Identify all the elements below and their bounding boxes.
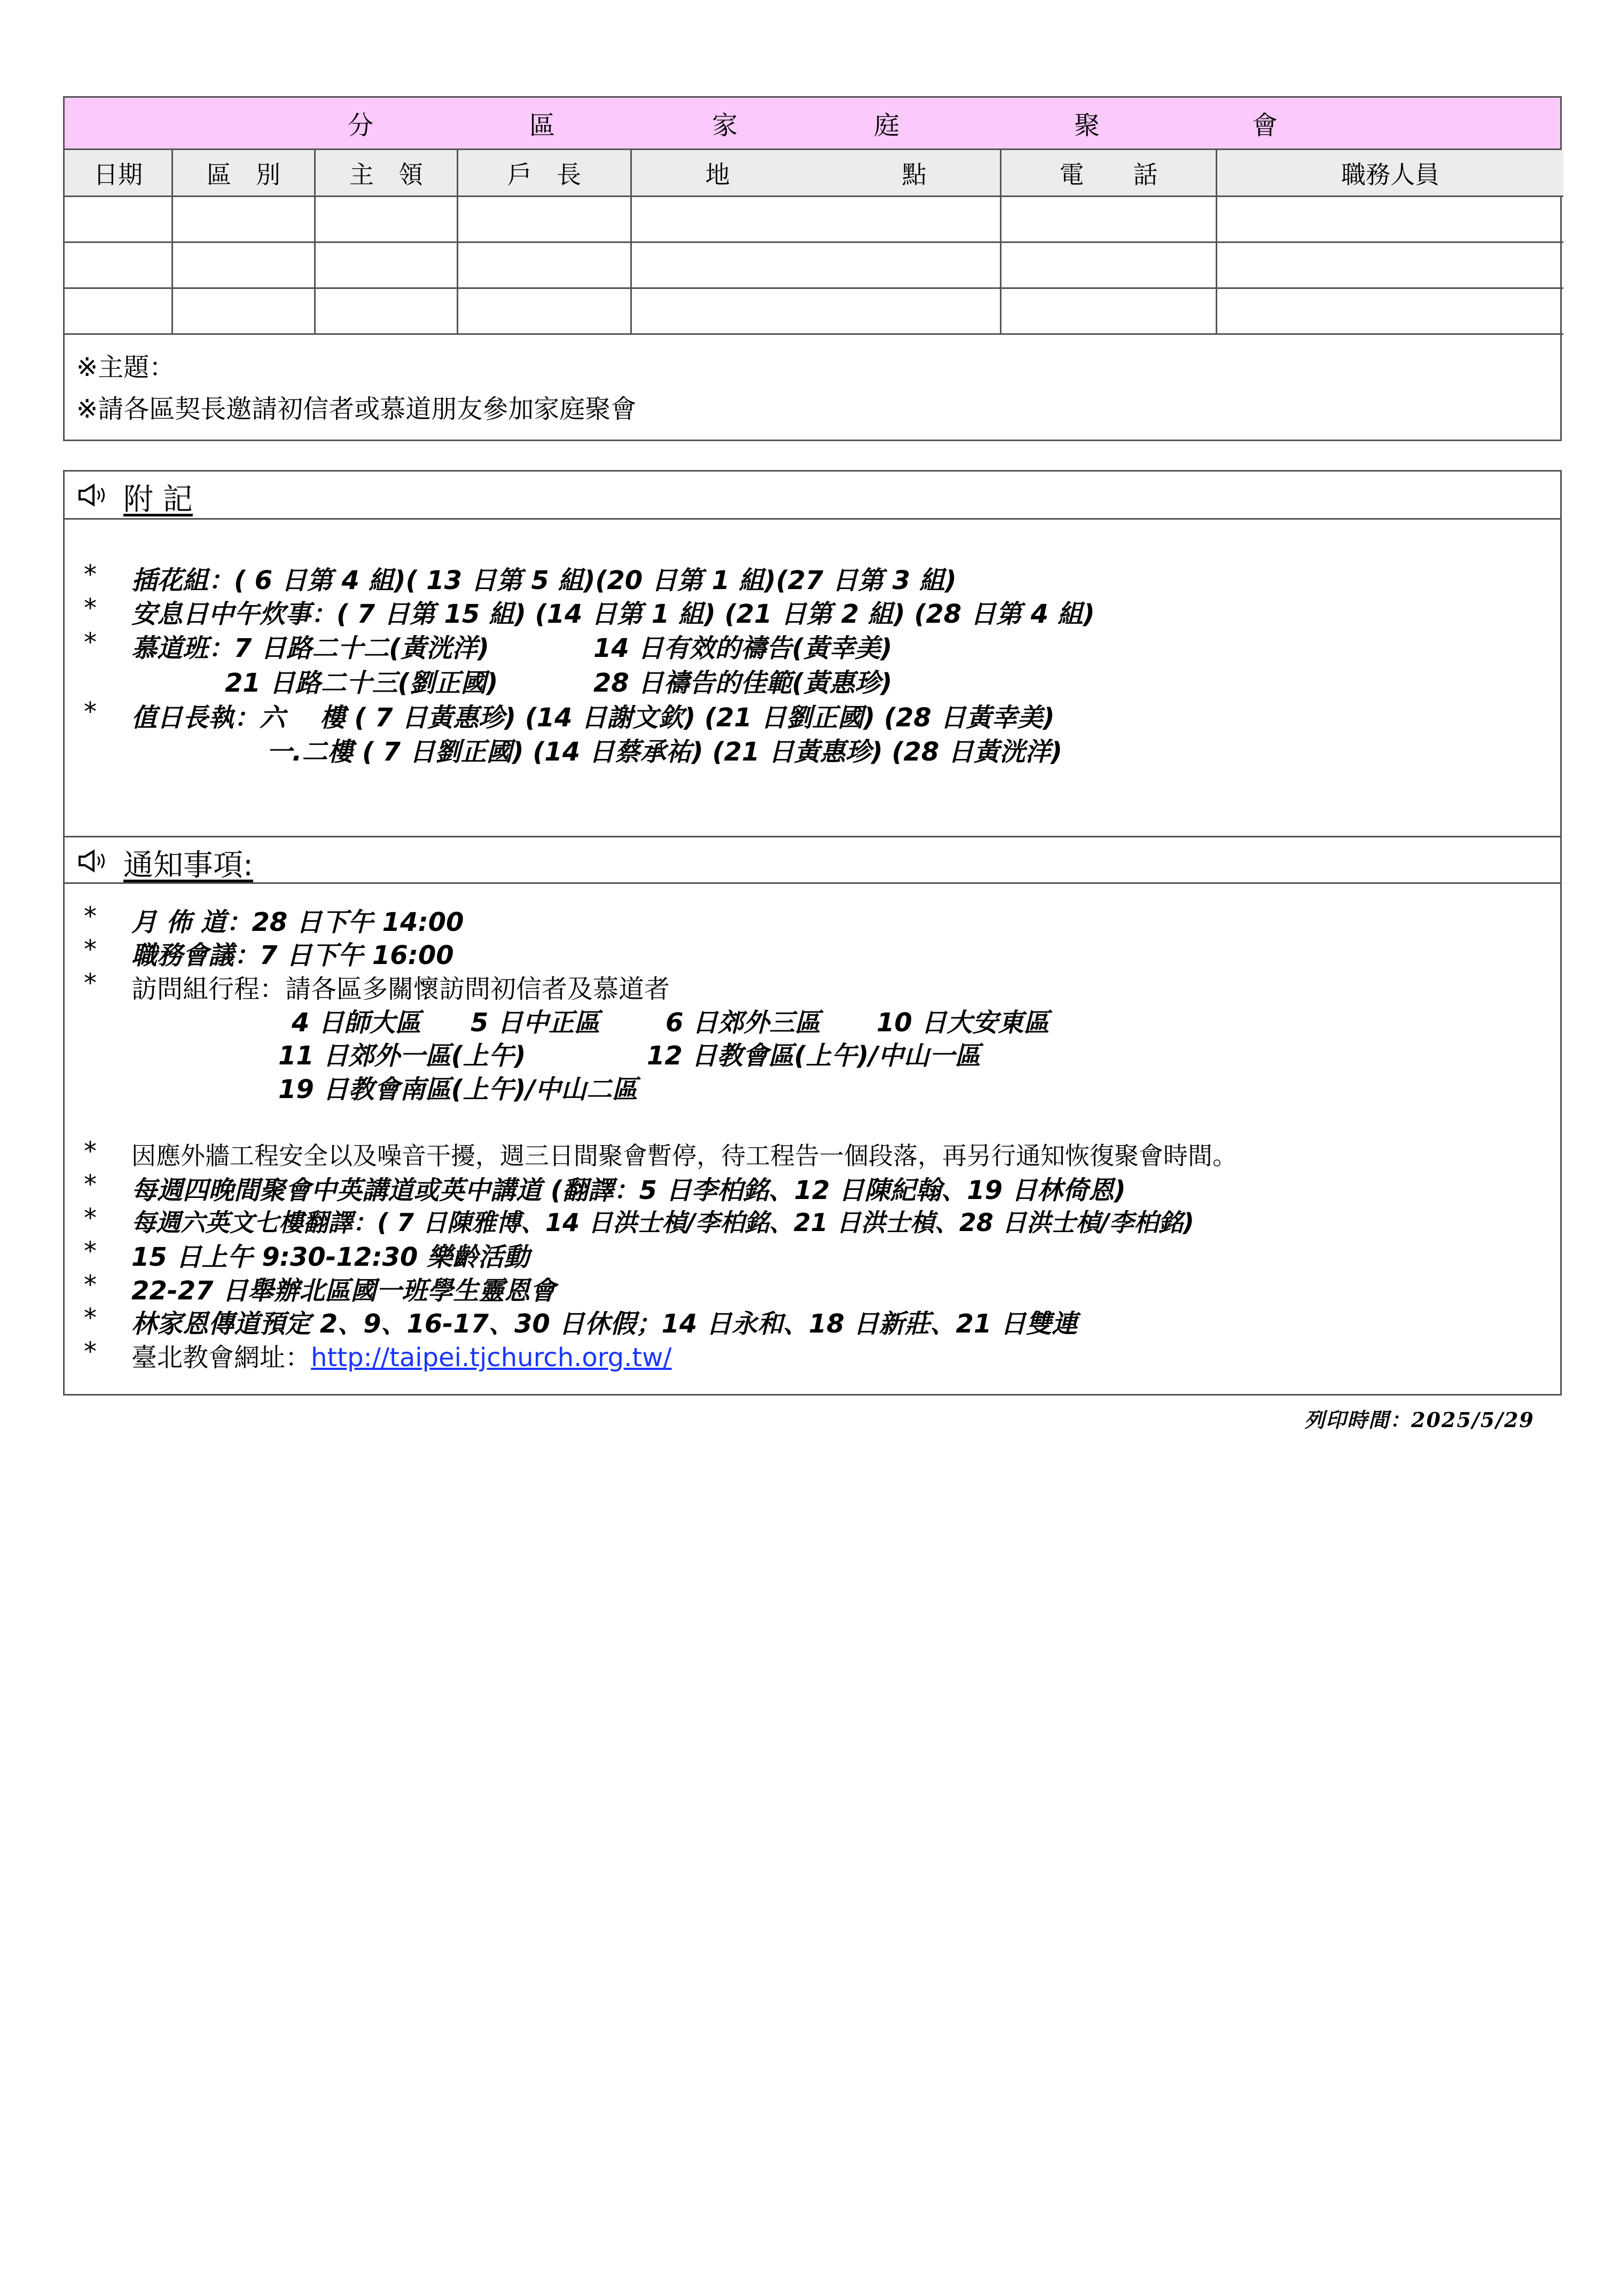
theme-notes [65,335,1560,440]
table-cell [173,243,316,289]
visit-day: 6 日郊外三區 [666,1008,821,1038]
table-cell [316,243,458,289]
notices-title: 通知事項: [123,848,253,883]
notice-wall-construction: 因應外牆工程安全以及噪音干擾，週三日間聚會暫停，待工程告一個段落，再另行通知恢復聚會時間。 [131,1141,1237,1170]
bullet: * [84,560,97,590]
bullet: * [84,1270,97,1300]
column-header-location: 地 點 [632,150,1001,197]
table-cell [1217,243,1563,289]
megaphone-icon [77,849,109,873]
family-meeting-grid [65,150,1560,335]
appendix-seekers-class-4: 28 日禱告的佳範(黃惠珍) [593,668,893,698]
bullet: * [84,1137,97,1166]
title-char: 區 [529,111,555,140]
appendix-sabbath-cooking: 安息日中午炊事：( 7 日第 15 組) (14 日第 1 組) (21 日第 2 組) (28 日第 4 組) [131,599,1095,629]
megaphone-icon [77,483,109,507]
table-cell [458,243,632,289]
column-header-household: 戶 長 [458,150,632,197]
table-cell [1001,197,1217,243]
appendix-seekers-class-3: 21 日路二十三(劉正國) [225,668,498,698]
visit-day: 5 日中正區 [471,1008,600,1038]
website-link[interactable]: http://taipei.tjchurch.org.tw/ [311,1343,672,1373]
visit-day: 10 日大安東區 [876,1008,1050,1038]
table-cell [65,243,173,289]
announcements-box [63,470,1562,1396]
table-cell [65,197,173,243]
notice-visitation-schedule: 訪問組行程：請各區多關懷訪問初信者及慕道者 [131,974,670,1004]
table-cell [632,289,1001,335]
table-cell [65,289,173,335]
table-cell [316,197,458,243]
table-cell [632,243,1001,289]
print-time: 列印時間：2025/5/29 [1304,1408,1535,1432]
bullet: * [84,1303,97,1333]
bullet: * [84,593,97,623]
table-cell [1001,289,1217,335]
bullet: * [84,697,97,727]
table-cell [1217,197,1563,243]
column-header-leader: 主 領 [316,150,458,197]
notice-senior-activity: 15 日上午 9:30-12:30 樂齡活動 [131,1242,530,1272]
notice-website [131,1337,672,1374]
appendix-seekers-class-1: 慕道班：7 日路二十二(黃洸洋) [131,633,489,663]
appendix-duty-elders-1-2f: 一.二樓 ( 7 日劉正國) (14 日蔡承祐) (21 日黃惠珍) (28 日黃洸洋) [267,737,1062,767]
table-cell [173,289,316,335]
family-meeting-title [65,98,1560,150]
appendix-flower-group: 插花組：( 6 日第 4 組)( 13 日第 5 組)(20 日第 1 組)(27 日第 3 組) [131,566,957,595]
invite-note: ※請各區契長邀請初信者或慕道朋友參加家庭聚會 [76,394,637,424]
appendix-title: 附 記 [123,482,193,517]
table-cell [173,197,316,243]
visit-day: 11 日郊外一區(上午) [278,1041,526,1071]
column-header-date: 日期 [65,150,173,197]
notice-student-spiritual-meeting: 22-27 日舉辦北區國一班學生靈恩會 [131,1276,556,1306]
title-char: 分 [348,111,374,140]
table-cell [632,197,1001,243]
bullet: * [84,1236,97,1266]
title-char: 聚 [1074,111,1100,140]
visit-day: 4 日師大區 [292,1008,421,1038]
notice-preacher-schedule: 林家恩傳道預定 2、9、16-17、30 日休假；14 日永和、18 日新莊、21 日雙連 [131,1309,1078,1339]
notice-staff-meeting: 職務會議：7 日下午 16:00 [131,941,454,970]
table-cell [458,289,632,335]
title-char: 庭 [874,111,900,140]
table-cell [1217,289,1563,335]
theme-label: ※主題： [76,352,175,382]
notices-header [65,836,1560,884]
bullet: * [84,1170,97,1200]
bullet: * [84,1203,97,1233]
table-cell [316,289,458,335]
bullet: * [84,902,97,931]
column-header-phone: 電 話 [1001,150,1217,197]
family-meeting-table [63,96,1562,441]
bullet: * [84,968,97,998]
table-cell [1001,243,1217,289]
notice-saturday-translation: 每週六英文七樓翻譯：( 7 日陳雅博、14 日洪士楨/李柏銘、21 日洪士楨、28 日洪士楨/李柏銘) [131,1208,1194,1237]
appendix-seekers-class-2: 14 日有效的禱告(黃幸美) [593,633,893,663]
bullet: * [84,935,97,965]
notice-monthly-evangelism: 月 佈 道：28 日下午 14:00 [131,907,464,937]
visit-day: 12 日教會區(上午)/中山一區 [647,1041,981,1071]
column-header-district: 區 別 [173,150,316,197]
visit-day: 19 日教會南區(上午)/中山二區 [278,1075,638,1104]
title-char: 會 [1252,111,1278,140]
title-char: 家 [712,111,738,140]
bullet: * [84,628,97,657]
bullet: * [84,1337,97,1367]
table-cell [458,197,632,243]
appendix-duty-elders-6f: 值日長執：六 樓 ( 7 日黃惠珍) (14 日謝文欽) (21 日劉正國) (28 日黃幸美) [131,703,1055,733]
appendix-header [65,472,1560,520]
column-header-staff: 職務人員 [1217,150,1563,197]
notice-thursday-translation: 每週四晚間聚會中英講道或英中講道 (翻譯：5 日李柏銘、12 日陳紀翰、19 日林倚恩) [131,1176,1126,1205]
website-label: 臺北教會網址： [131,1343,311,1373]
